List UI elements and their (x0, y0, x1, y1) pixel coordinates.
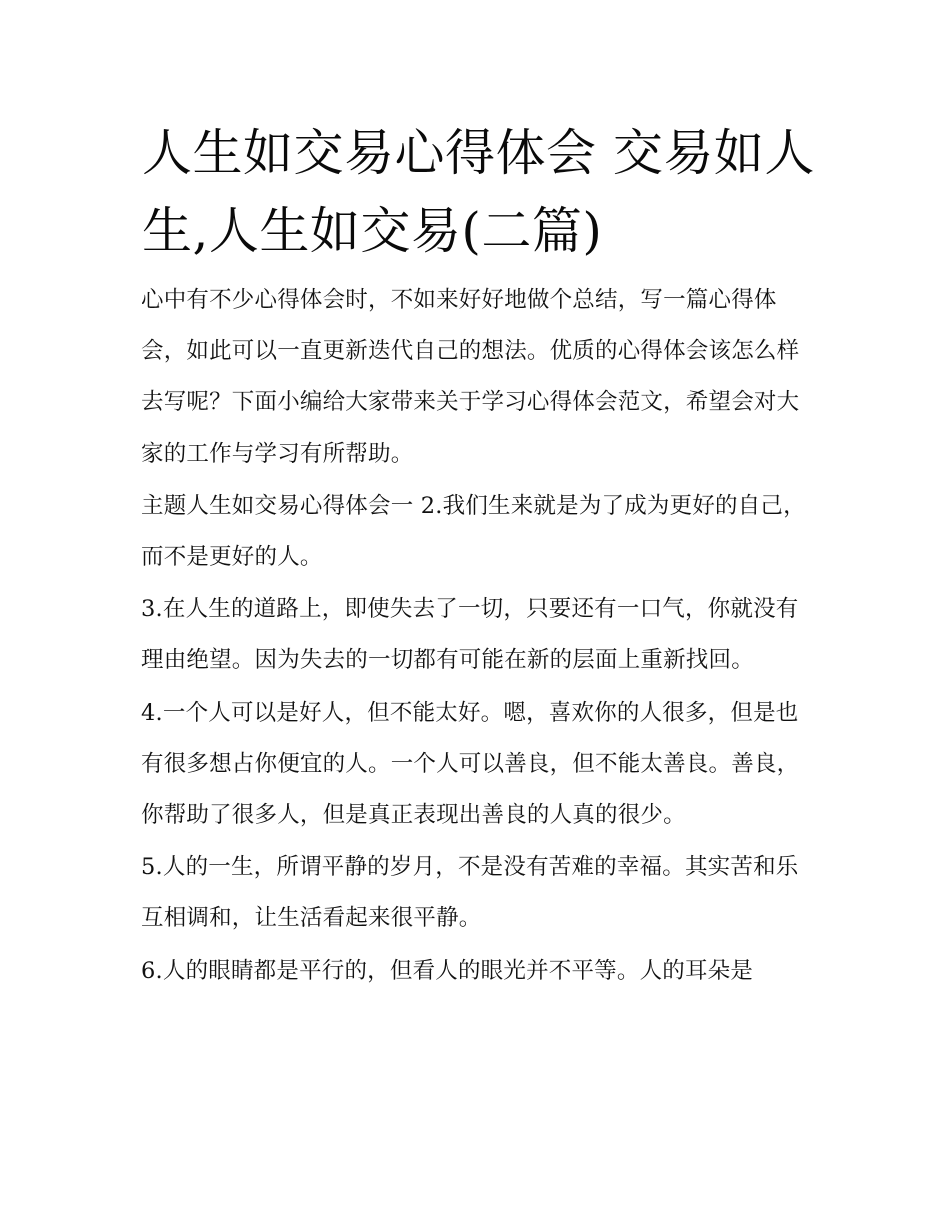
document-body (141, 275, 816, 998)
paragraph-item-6: 6.人的眼睛都是平行的，但看人的眼光并不平等。人的耳朵是 (141, 957, 754, 984)
document-title: 人生如交易心得体会 交易如人生,人生如交易(二篇) (142, 124, 815, 260)
paragraph-item-3: 3.在人生的道路上，即使失去了一切，只要还有一口气，你就没有理由绝望。因为失去的一切都有可能在新的层面上重新找回。 (141, 596, 799, 674)
paragraph-item-4: 4.一个人可以是好人，但不能太好。嗯，喜欢你的人很多，但是也有很多想占你便宜的人。一个人可以善良，但不能太善良。善良，你帮助了很多人，但是真正表现出善良的人真的很少。 (141, 699, 800, 829)
paragraph-item-5: 5.人的一生，所谓平静的岁月，不是没有苦难的幸福。其实苦和乐互相调和，让生活看起来很平静。 (141, 854, 799, 932)
paragraph-intro: 心中有不少心得体会时，不如来好好地做个总结，写一篇心得体会，如此可以一直更新迭代自己的想法。优质的心得体会该怎么样去写呢？下面小编给大家带来关于学习心得体会范文，希望会对大家的工作与学习有所帮助。 (141, 287, 800, 467)
paragraph-item-2: 主题人生如交易心得体会一 2.我们生来就是为了成为更好的自己，而不是更好的人。 (141, 492, 806, 571)
